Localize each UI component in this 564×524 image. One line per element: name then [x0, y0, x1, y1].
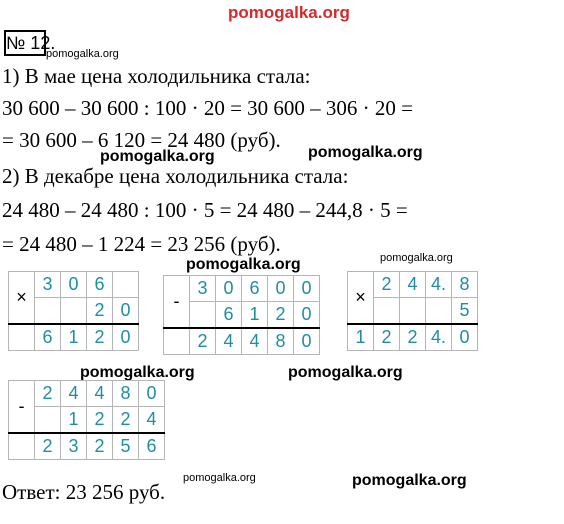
digit-cell: 5 — [113, 433, 139, 460]
digit-cell: 5 — [452, 298, 478, 325]
answer-label: Ответ: — [2, 480, 61, 504]
digit-cell — [190, 302, 216, 329]
solution-step-2-heading: 2) В декабре цена холодильника стала: — [2, 164, 349, 188]
digit-cell: 2 — [87, 433, 113, 460]
digit-cell — [113, 272, 139, 298]
answer — [2, 480, 165, 505]
digit-cell: 4 — [61, 381, 87, 407]
minus-sign: - — [164, 276, 190, 329]
digit-cell: 0 — [294, 328, 320, 355]
digit-cell: 3 — [190, 276, 216, 302]
digit-cell: 0 — [113, 324, 139, 351]
digit-cell: 2 — [35, 381, 61, 407]
digit-cell: 0 — [452, 324, 478, 351]
digit-cell — [426, 298, 452, 325]
digit-cell: 6 — [87, 272, 113, 298]
digit-cell — [9, 433, 35, 460]
digit-cell: 8 — [268, 328, 294, 355]
digit-cell: 3 — [35, 272, 61, 298]
digit-cell: 2 — [87, 324, 113, 351]
watermark-large: pomogalka.org — [308, 144, 423, 161]
digit-cell: 4 — [400, 272, 426, 298]
solution-step-2-expression: 24 480 – 24 480 : 100 · 5 = 24 480 – 244,8 · 5 = — [2, 198, 408, 222]
digit-cell — [374, 298, 400, 325]
watermark-large: pomogalka.org — [186, 256, 301, 273]
solution-step-1-result: = 30 600 – 6 120 = 24 480 (руб). — [2, 128, 281, 152]
watermark-large: pomogalka.org — [100, 148, 215, 165]
digit-cell: 4. — [426, 272, 452, 298]
digit-cell: 1 — [242, 302, 268, 329]
watermark-small: pomogalka.org — [46, 48, 119, 60]
multiplication-grid — [347, 271, 478, 351]
digit-cell: 6 — [242, 276, 268, 302]
digit-cell: 0 — [139, 381, 165, 407]
digit-cell: 2 — [87, 407, 113, 434]
digit-cell: 4 — [139, 407, 165, 434]
digit-cell: 1 — [348, 324, 374, 351]
digit-cell: 8 — [113, 381, 139, 407]
watermark-large: pomogalka.org — [352, 472, 467, 489]
task-number-badge: № 12. — [4, 30, 46, 56]
digit-cell — [61, 298, 87, 325]
subtraction-grid — [8, 380, 165, 460]
digit-cell: 4. — [426, 324, 452, 351]
watermark-small: pomogalka.org — [183, 472, 256, 484]
digit-cell: 1 — [61, 324, 87, 351]
digit-cell: 6 — [216, 302, 242, 329]
digit-cell: 2 — [268, 302, 294, 329]
digit-cell: 8 — [452, 272, 478, 298]
digit-cell: 2 — [87, 298, 113, 325]
digit-cell: 0 — [294, 302, 320, 329]
digit-cell — [400, 298, 426, 325]
minus-sign: - — [9, 381, 35, 434]
solution-step-1-expression: 30 600 – 30 600 : 100 · 20 = 30 600 – 306 · 20 = — [2, 96, 414, 120]
digit-cell: 0 — [294, 276, 320, 302]
digit-cell: 0 — [113, 298, 139, 325]
digit-cell — [9, 324, 35, 351]
digit-cell: 1 — [61, 407, 87, 434]
answer-value: 23 256 руб. — [65, 480, 166, 504]
digit-cell: 0 — [268, 276, 294, 302]
digit-cell — [35, 298, 61, 325]
multiply-sign: × — [348, 272, 374, 325]
multiply-sign: × — [9, 272, 35, 325]
digit-cell: 0 — [61, 272, 87, 298]
watermark-top[interactable]: pomogalka.org — [228, 3, 350, 22]
watermark-large: pomogalka.org — [288, 364, 403, 381]
digit-cell: 6 — [35, 324, 61, 351]
multiplication-grid — [8, 271, 139, 351]
solution-step-2-result: = 24 480 – 1 224 = 23 256 (руб). — [2, 232, 281, 256]
subtraction-grid — [163, 275, 320, 355]
solution-step-1-heading: 1) В мае цена холодильника стала: — [2, 64, 311, 88]
digit-cell — [164, 328, 190, 355]
watermark-large: pomogalka.org — [80, 364, 195, 381]
digit-cell — [35, 407, 61, 434]
watermark-small: pomogalka.org — [380, 252, 453, 264]
digit-cell: 0 — [216, 276, 242, 302]
digit-cell: 2 — [400, 324, 426, 351]
digit-cell: 2 — [190, 328, 216, 355]
digit-cell: 2 — [35, 433, 61, 460]
digit-cell: 3 — [61, 433, 87, 460]
digit-cell: 2 — [374, 272, 400, 298]
digit-cell: 4 — [87, 381, 113, 407]
digit-cell: 2 — [113, 407, 139, 434]
digit-cell: 4 — [242, 328, 268, 355]
digit-cell: 2 — [374, 324, 400, 351]
digit-cell: 6 — [139, 433, 165, 460]
digit-cell: 4 — [216, 328, 242, 355]
